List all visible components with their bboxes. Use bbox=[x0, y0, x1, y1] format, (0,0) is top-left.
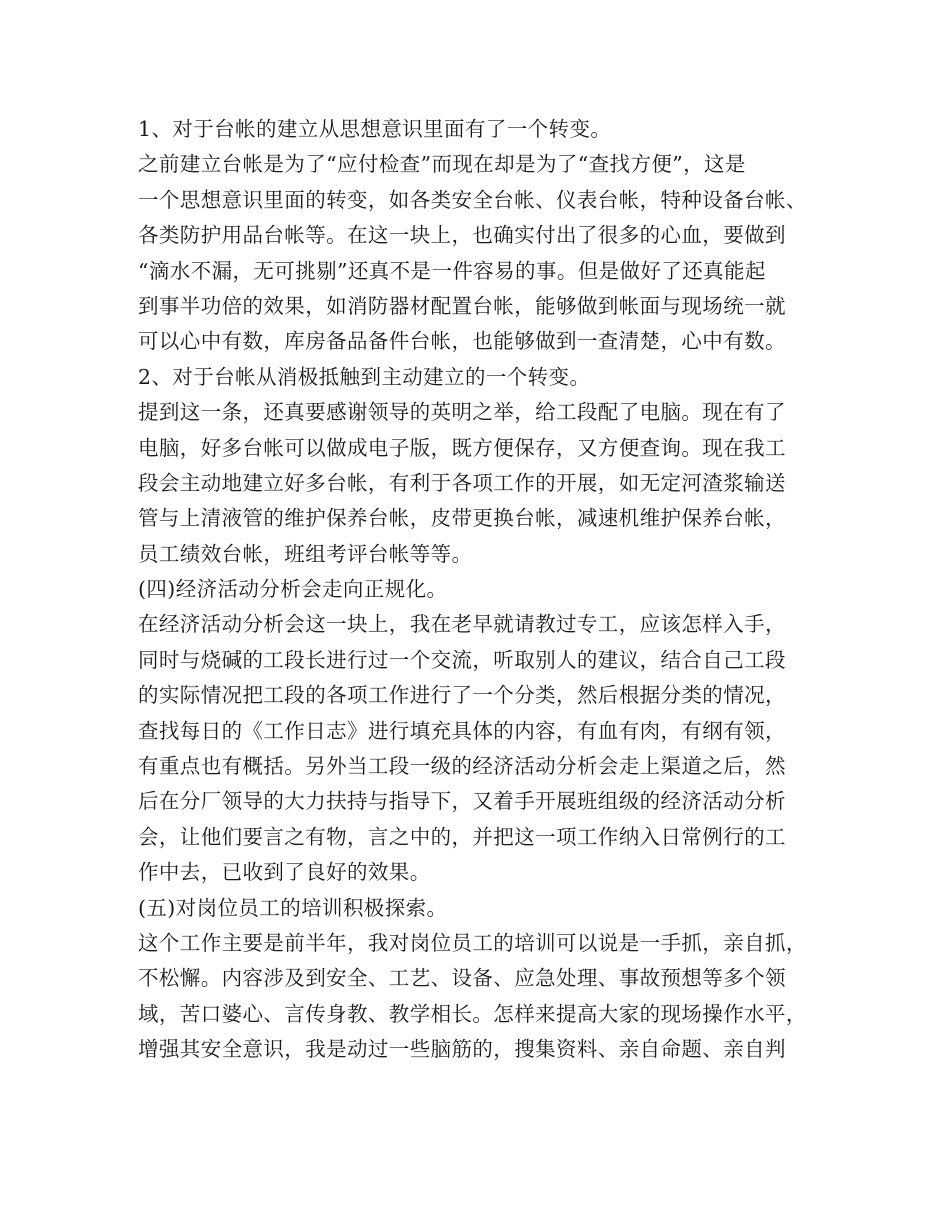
paragraph-line: 不松懈。内容涉及到安全、工艺、设备、应急处理、事故预想等多个领 bbox=[138, 966, 786, 991]
paragraph-line: 这个工作主要是前半年，我对岗位员工的培训可以说是一手抓，亲自抓， bbox=[138, 930, 807, 955]
paragraph-line: 管与上清液管的维护保养台帐，皮带更换台帐，减速机维护保养台帐， bbox=[138, 506, 786, 531]
paragraph-line: 电脑，好多台帐可以做成电子版，既方便保存，又方便查询。现在我工 bbox=[138, 435, 786, 460]
paragraph-line: 域，苦口婆心、言传身教、教学相长。怎样来提高大家的现场操作水平， bbox=[138, 1001, 807, 1026]
section-heading-4: (四)经济活动分析会走向正规化。 bbox=[138, 577, 448, 602]
paragraph-line: 员工绩效台帐，班组考评台帐等等。 bbox=[138, 541, 473, 566]
paragraph-line: 可以心中有数，库房备品备件台帐，也能够做到一查清楚，心中有数。 bbox=[138, 329, 786, 354]
paragraph-line: 作中去，已收到了良好的效果。 bbox=[138, 860, 431, 885]
paragraph-line: 的实际情况把工段的各项工作进行了一个分类，然后根据分类的情况， bbox=[138, 683, 786, 708]
paragraph-line: 查找每日的《工作日志》进行填充具体的内容，有血有肉，有纲有领， bbox=[138, 718, 786, 743]
paragraph-line: 有重点也有概括。另外当工段一级的经济活动分析会走上渠道之后，然 bbox=[138, 754, 786, 779]
paragraph-line: 同时与烧碱的工段长进行过一个交流，听取别人的建议，结合自己工段 bbox=[138, 647, 786, 672]
section-heading-5: (五)对岗位员工的培训积极探索。 bbox=[138, 895, 448, 920]
paragraph-line: 会，让他们要言之有物，言之中的，并把这一项工作纳入日常例行的工 bbox=[138, 824, 786, 849]
paragraph-line: 段会主动地建立好多台帐，有利于各项工作的开展，如无定河渣浆输送 bbox=[138, 470, 786, 495]
heading-line-2: 2、对于台帐从消极抵触到主动建立的一个转变。 bbox=[138, 364, 591, 389]
paragraph-line: 一个思想意识里面的转变，如各类安全台帐、仪表台帐，特种设备台帐、 bbox=[138, 187, 807, 212]
paragraph-line: “滴水不漏，无可挑剔”还真不是一件容易的事。但是做好了还真能起 bbox=[138, 258, 766, 283]
paragraph-line: 提到这一条，还真要感谢领导的英明之举，给工段配了电脑。现在有了 bbox=[138, 400, 786, 425]
heading-line-1: 1、对于台帐的建立从思想意识里面有了一个转变。 bbox=[138, 117, 612, 141]
document-body bbox=[138, 112, 828, 1068]
paragraph-line: 后在分厂领导的大力扶持与指导下，又着手开展班组级的经济活动分析 bbox=[138, 789, 786, 814]
paragraph-line: 在经济活动分析会这一块上，我在老早就请教过专工，应该怎样入手， bbox=[138, 612, 786, 637]
paragraph-line: 到事半功倍的效果，如消防器材配置台帐，能够做到帐面与现场统一就 bbox=[138, 293, 786, 318]
paragraph-line: 增强其安全意识，我是动过一些脑筋的，搜集资料、亲自命题、亲自判 bbox=[138, 1037, 786, 1062]
paragraph-line: 各类防护用品台帐等。在这一块上，也确实付出了很多的心血，要做到 bbox=[138, 223, 786, 248]
paragraph-line: 之前建立台帐是为了“应付检查”而现在却是为了“查找方便”，这是 bbox=[138, 152, 746, 177]
